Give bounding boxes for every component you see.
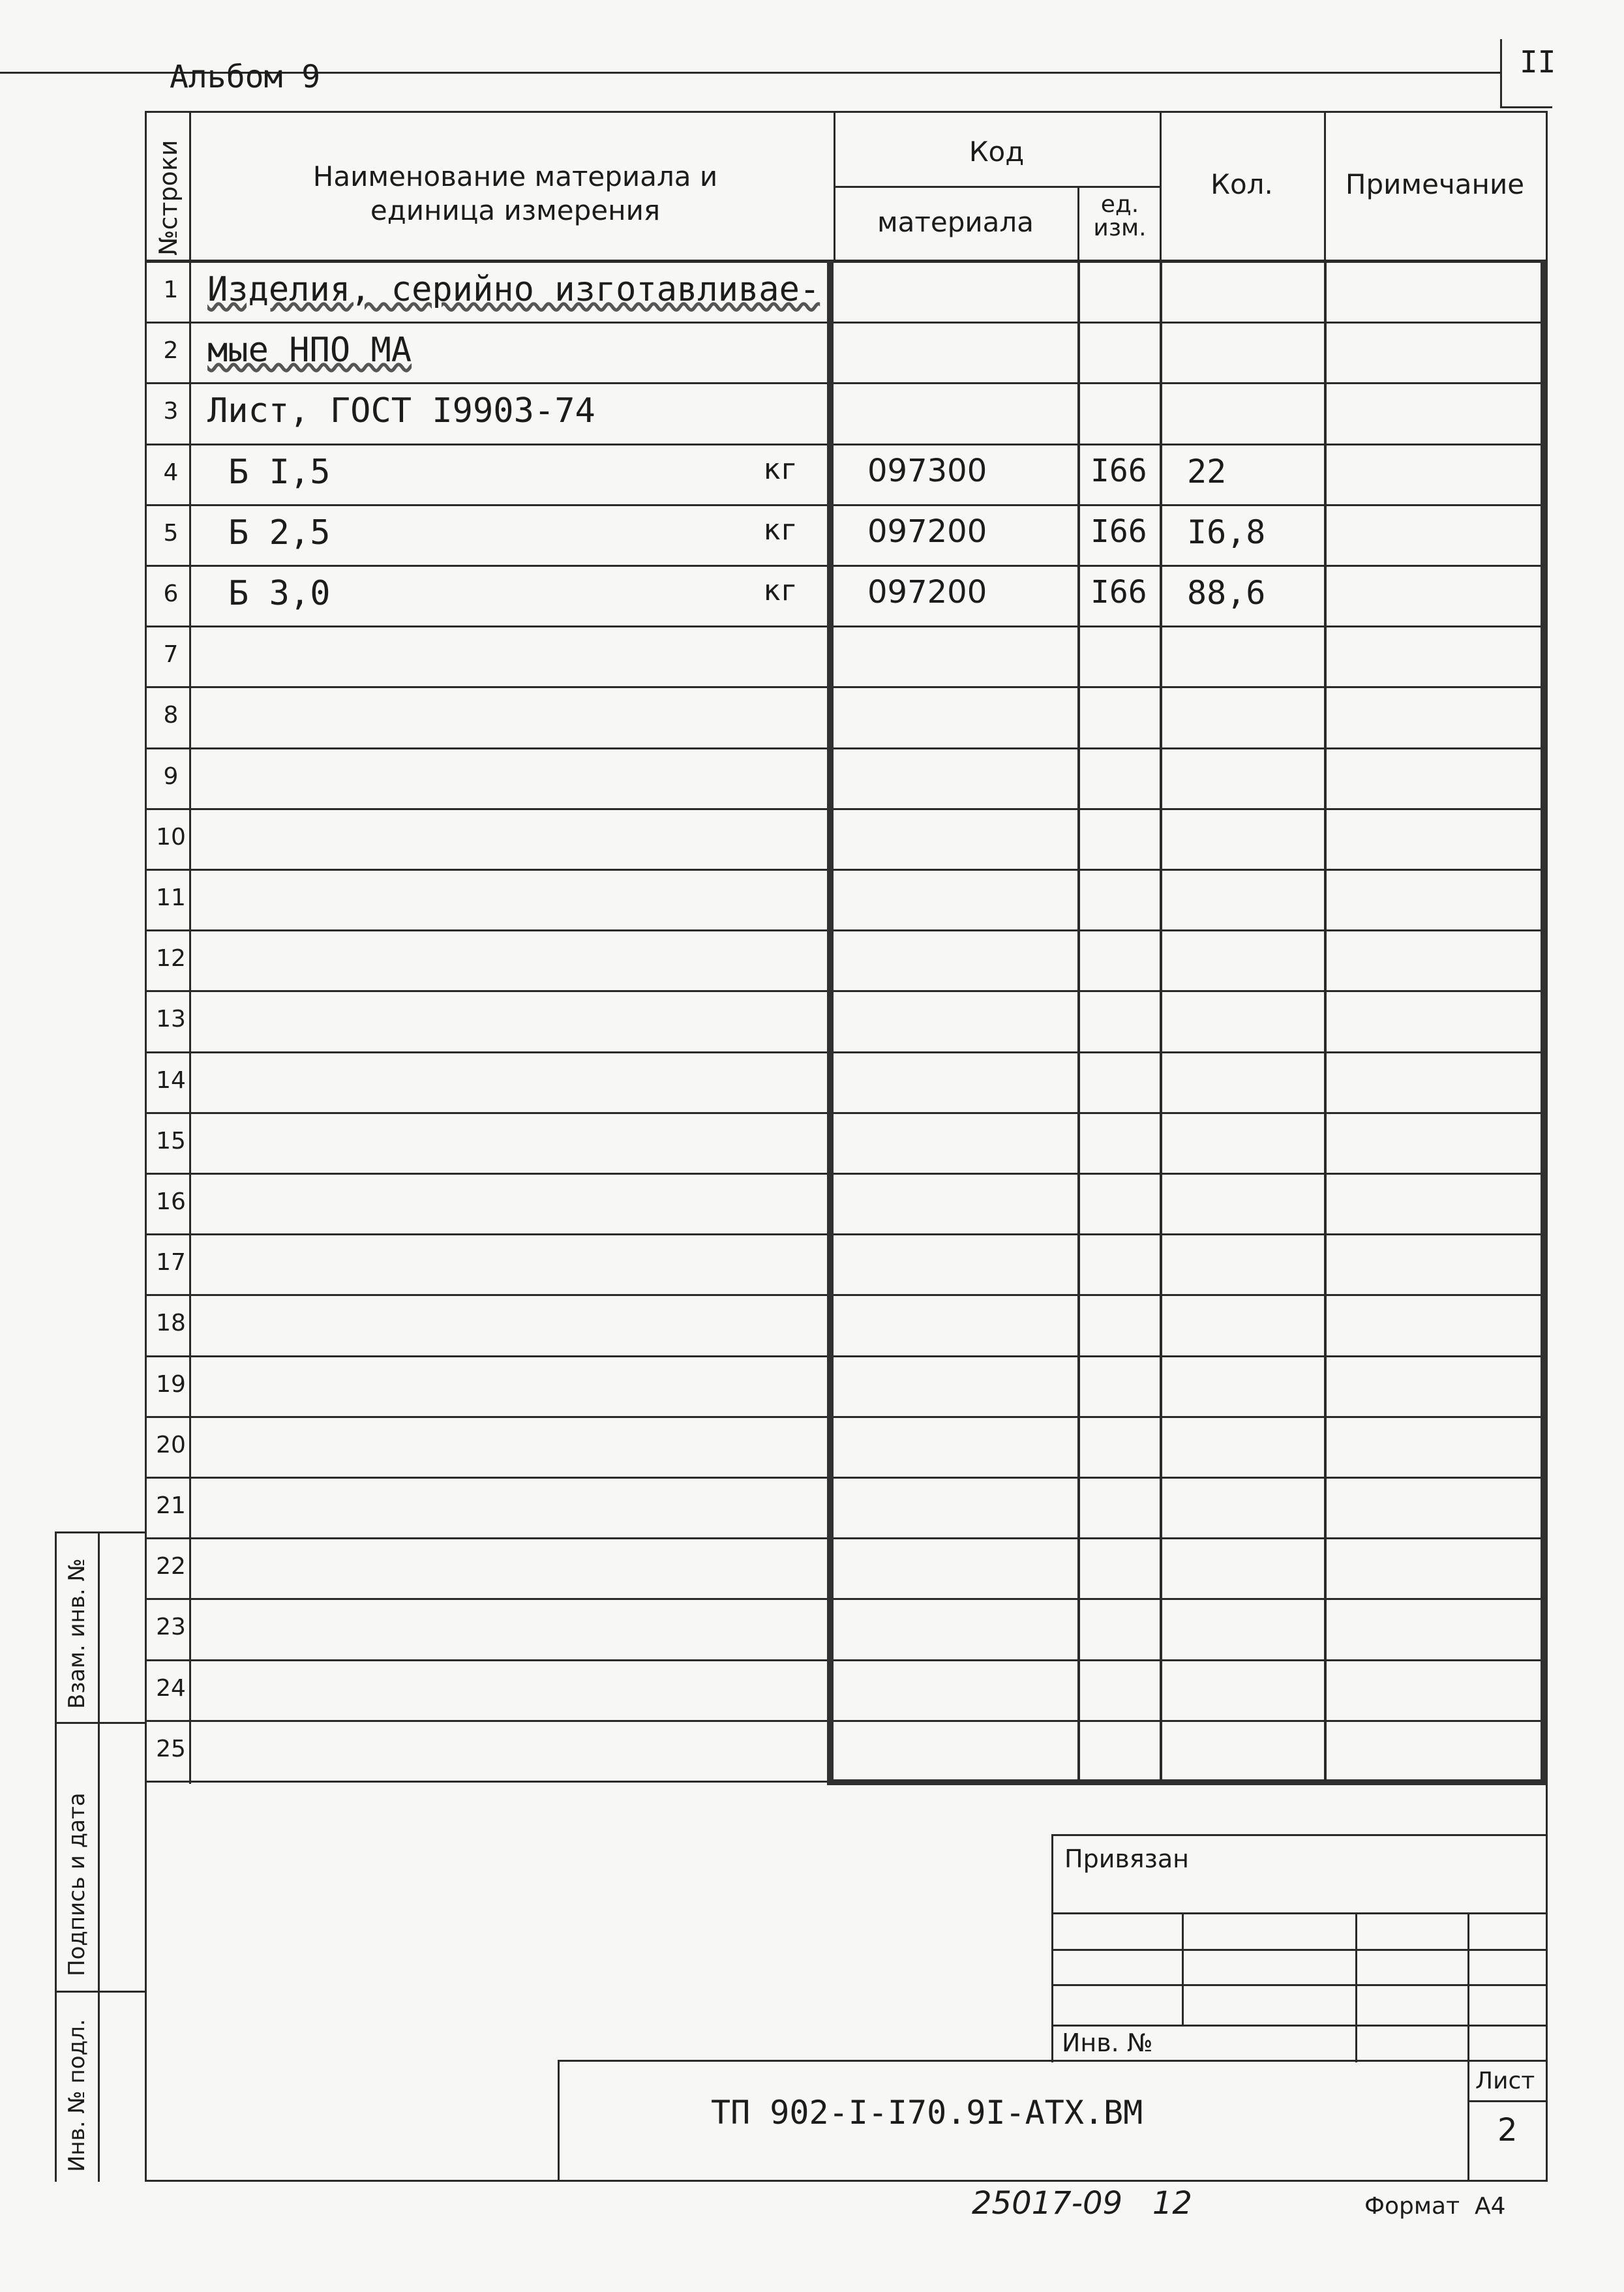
- side-strip-mid: [98, 1531, 100, 2182]
- row-number: 18: [156, 1310, 186, 1336]
- row-unit-code: I66: [1090, 574, 1147, 611]
- row-rule: [145, 686, 1548, 688]
- header-div-1: [189, 111, 191, 261]
- stamp-col-3: [1467, 1912, 1469, 2180]
- row-number: 14: [156, 1067, 186, 1094]
- frame-top: [145, 111, 1548, 113]
- side-strip-div2: [55, 1991, 146, 1993]
- row-material-code: 097200: [867, 574, 987, 611]
- side-label-vzam: Взам. инв. №: [64, 1558, 90, 1709]
- side-strip-left: [55, 1531, 57, 2182]
- row-material-code: 097200: [867, 513, 987, 550]
- row-rule: [145, 929, 1548, 931]
- col-note-left: [1324, 261, 1327, 1781]
- row-quantity: 88,6: [1187, 574, 1266, 612]
- col-unit-left: [1077, 261, 1080, 1781]
- corner-rule: [1500, 39, 1502, 108]
- row-name: Изделия, серийно изготавливае-: [207, 270, 820, 309]
- handwritten-number: 25017-09 12: [972, 2185, 1192, 2222]
- header-note: Примечание: [1345, 168, 1525, 200]
- row-rule: [145, 626, 1548, 627]
- header-name: Наименование материала и единица измерения: [312, 160, 718, 226]
- row-number: 25: [156, 1736, 186, 1762]
- row-rule: [145, 1051, 1548, 1053]
- row-material-code: 097300: [867, 453, 987, 489]
- row-number: 22: [156, 1553, 186, 1580]
- sheet-corner-number: II: [1520, 44, 1556, 80]
- row-number: 11: [156, 884, 186, 911]
- row-unit-code: I66: [1090, 513, 1147, 550]
- header-bottom: [145, 260, 1548, 263]
- row-rule: [145, 504, 1548, 506]
- designation-left: [558, 2060, 560, 2182]
- right-col-thick: [1541, 261, 1547, 1784]
- row-rule: [145, 1781, 830, 1783]
- row-number: 1: [163, 277, 179, 303]
- row-number: 2: [163, 337, 179, 364]
- header-code-sub: [1077, 186, 1079, 261]
- row-number: 24: [156, 1675, 186, 1702]
- header-code: Код: [969, 136, 1025, 168]
- row-number: 21: [156, 1492, 186, 1519]
- stamp-grid-3: [1051, 1984, 1548, 1986]
- row-name: Б I,5: [228, 453, 331, 492]
- col-qty-left: [1160, 261, 1162, 1781]
- row-number: 17: [156, 1249, 186, 1276]
- row-number: 9: [163, 763, 179, 790]
- row-name: мые НПО МА: [207, 331, 412, 370]
- header-code-split: [834, 186, 1160, 188]
- row-number: 13: [156, 1006, 186, 1033]
- side-strip-div1: [55, 1722, 146, 1724]
- row-rule: [145, 747, 1548, 749]
- row-rule: [145, 1598, 1548, 1600]
- code-col-left-thick: [827, 261, 834, 1784]
- stamp-sheet-number: 2: [1497, 2112, 1518, 2149]
- row-rule: [145, 382, 1548, 384]
- row-number: 7: [163, 641, 179, 668]
- row-unit: кг: [763, 574, 798, 607]
- row-unit-code: I66: [1090, 453, 1147, 489]
- row-name: Лист, ГОСТ I9903-74: [207, 391, 595, 430]
- frame-bottom: [145, 2180, 1548, 2182]
- side-label-inv-podl: Инв. № подл.: [64, 2019, 90, 2172]
- row-quantity: I6,8: [1187, 513, 1266, 551]
- header-row-no: №строки: [154, 140, 183, 256]
- header-qty: Кол.: [1210, 168, 1273, 200]
- sheet-split: [1467, 2100, 1548, 2102]
- header-code-unit: ед. изм.: [1093, 191, 1147, 241]
- row-number: 10: [156, 824, 186, 851]
- row-rule: [145, 1477, 1548, 1479]
- row-number: 23: [156, 1614, 186, 1640]
- stamp-col-1: [1182, 1912, 1184, 2027]
- stamp-privyazan: Привязан: [1064, 1845, 1189, 1873]
- row-number: 15: [156, 1128, 186, 1154]
- stamp-sheet-label: Лист: [1475, 2068, 1535, 2094]
- stamp-left: [1051, 1834, 1053, 2062]
- row-rule: [145, 1659, 1548, 1661]
- side-strip-top: [55, 1531, 146, 1533]
- designation-top: [558, 2060, 1548, 2062]
- row-number: 6: [163, 581, 179, 607]
- row-unit: кг: [763, 453, 798, 486]
- corner-rule-bottom: [1500, 106, 1552, 108]
- row-rule: [145, 1233, 1548, 1235]
- row-rule: [145, 808, 1548, 810]
- row-number: 3: [163, 398, 179, 425]
- row-rule: [145, 1173, 1548, 1175]
- row-rule: [145, 1112, 1548, 1114]
- stamp-top: [1051, 1834, 1548, 1836]
- row-rule: [145, 1294, 1548, 1296]
- row-number: 8: [163, 702, 179, 729]
- side-label-podpis: Подпись и дата: [64, 1792, 90, 1976]
- stamp-designation: ТП 902-I-I70.9I-АТХ.ВМ: [711, 2094, 1143, 2132]
- row-number: 19: [156, 1371, 186, 1398]
- row-rule: [145, 1355, 1548, 1357]
- row-name: Б 3,0: [228, 574, 331, 613]
- stamp-col-2: [1355, 1912, 1357, 2062]
- row-name: Б 2,5: [228, 513, 331, 552]
- table-bottom-thick: [827, 1779, 1547, 1785]
- header-code-material: материала: [877, 206, 1034, 238]
- frame-left: [145, 111, 147, 2182]
- row-rule: [145, 1537, 1548, 1539]
- format-label: Формат А4: [1364, 2193, 1506, 2220]
- row-rule: [145, 322, 1548, 324]
- album-title: Альбом 9: [170, 59, 321, 95]
- stamp-inv-no: Инв. №: [1062, 2028, 1153, 2057]
- row-rule: [145, 565, 1548, 567]
- row-number-divider: [189, 261, 191, 1784]
- row-rule: [145, 990, 1548, 992]
- row-number: 5: [163, 520, 179, 547]
- stamp-grid-4: [1051, 2025, 1548, 2027]
- row-rule: [145, 444, 1548, 445]
- row-number: 12: [156, 945, 186, 972]
- stamp-grid-2: [1051, 1949, 1548, 1951]
- row-rule: [145, 869, 1548, 871]
- stamp-grid-1: [1051, 1912, 1548, 1914]
- row-unit: кг: [763, 513, 798, 547]
- row-number: 20: [156, 1432, 186, 1458]
- row-rule: [145, 1720, 1548, 1722]
- row-number: 16: [156, 1188, 186, 1215]
- row-quantity: 22: [1187, 453, 1227, 490]
- row-rule: [145, 1416, 1548, 1418]
- row-number: 4: [163, 459, 179, 486]
